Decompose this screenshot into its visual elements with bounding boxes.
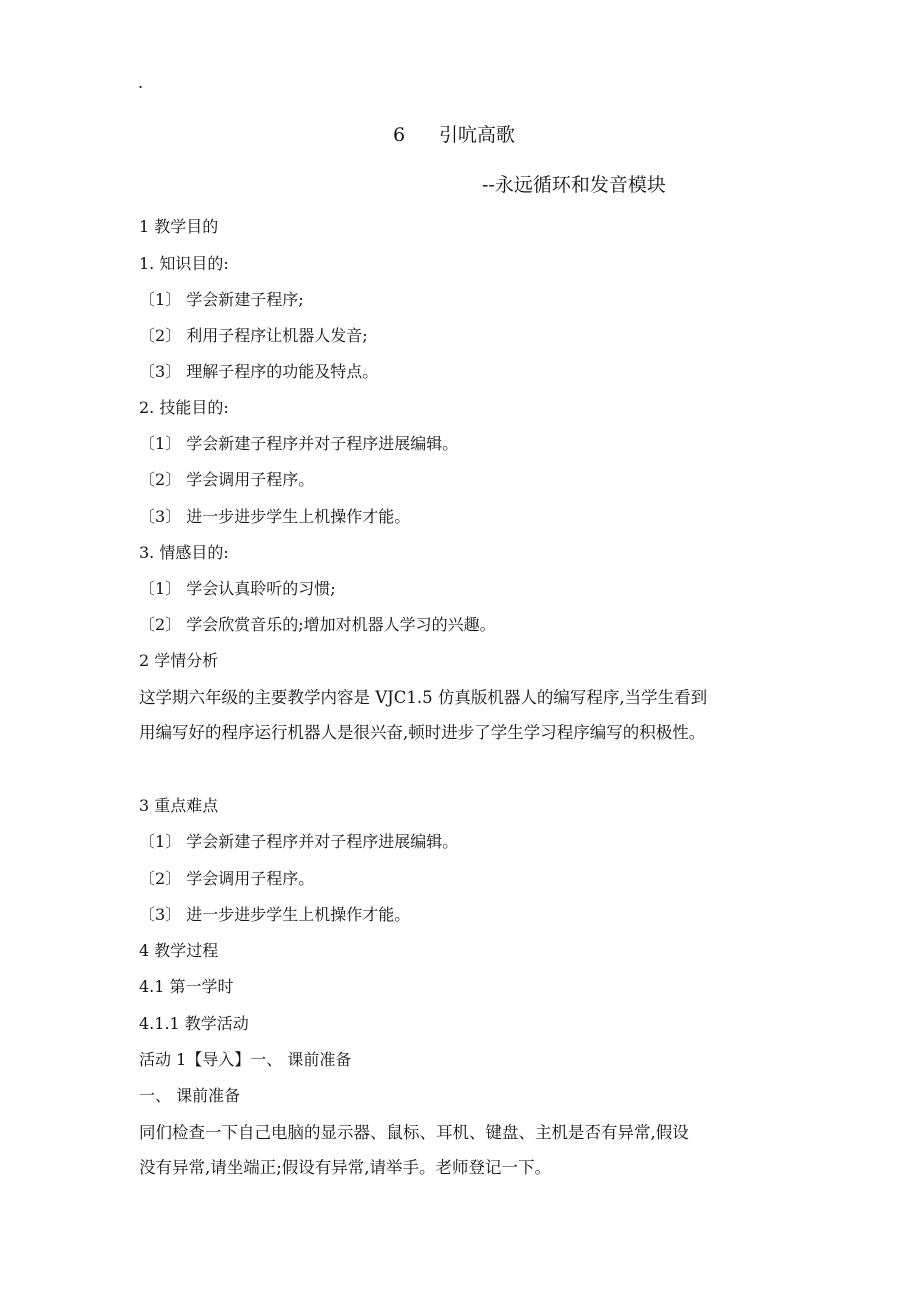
list-item: 〔2〕 学会调用子程序。 <box>139 470 315 489</box>
subheading-preparation: 一、 课前准备 <box>139 1086 241 1105</box>
list-item: 〔1〕 学会新建子程序并对子程序进展编辑。 <box>139 832 459 851</box>
paragraph-line: 没有异常,请坐端正;假设有异常,请举手。老师登记一下。 <box>139 1158 552 1177</box>
list-item: 〔1〕 学会新建子程序; <box>139 290 304 309</box>
subheading-activities: 4.1.1 教学活动 <box>139 1014 249 1033</box>
subheading-skills: 2. 技能目的: <box>139 398 229 417</box>
subheading-emotion: 3. 情感目的: <box>139 543 229 562</box>
section-heading-analysis: 2 学情分析 <box>139 651 219 670</box>
list-item: 〔2〕 学会欣赏音乐的;增加对机器人学习的兴趣。 <box>139 615 496 634</box>
paragraph-line: 同们检查一下自己电脑的显示器、鼠标、耳机、键盘、主机是否有异常,假设 <box>139 1123 689 1142</box>
activity-heading: 活动 1【导入】一、 课前准备 <box>139 1050 352 1069</box>
stray-dot: . <box>138 73 144 92</box>
list-item: 〔2〕 学会调用子程序。 <box>139 869 315 888</box>
list-item: 〔3〕 理解子程序的功能及特点。 <box>139 362 379 381</box>
paragraph-line: 这学期六年级的主要教学内容是 VJC1.5 仿真版机器人的编写程序,当学生看到 <box>139 688 708 707</box>
page-title <box>393 122 515 148</box>
list-item: 〔2〕 利用子程序让机器人发音; <box>139 326 368 345</box>
list-item: 〔3〕 进一步进步学生上机操作才能。 <box>139 507 411 526</box>
title-number: 6 <box>393 124 406 146</box>
subheading-knowledge: 1. 知识目的: <box>139 254 229 273</box>
list-item: 〔1〕 学会认真聆听的习惯; <box>139 579 336 598</box>
section-heading-process: 4 教学过程 <box>139 941 219 960</box>
subheading-lesson-one: 4.1 第一学时 <box>139 977 234 996</box>
section-heading-keypoints: 3 重点难点 <box>139 796 219 815</box>
page-subtitle: --永远循环和发音模块 <box>482 174 666 196</box>
section-heading-objectives: 1 教学目的 <box>139 217 219 236</box>
list-item: 〔3〕 进一步进步学生上机操作才能。 <box>139 905 411 924</box>
preparation-paragraph <box>139 1115 789 1185</box>
title-text: 引吭高歌 <box>439 124 516 146</box>
analysis-paragraph <box>139 680 789 750</box>
paragraph-line: 用编写好的程序运行机器人是很兴奋,顿时进步了学生学习程序编写的积极性。 <box>139 723 706 742</box>
list-item: 〔1〕 学会新建子程序并对子程序进展编辑。 <box>139 434 459 453</box>
